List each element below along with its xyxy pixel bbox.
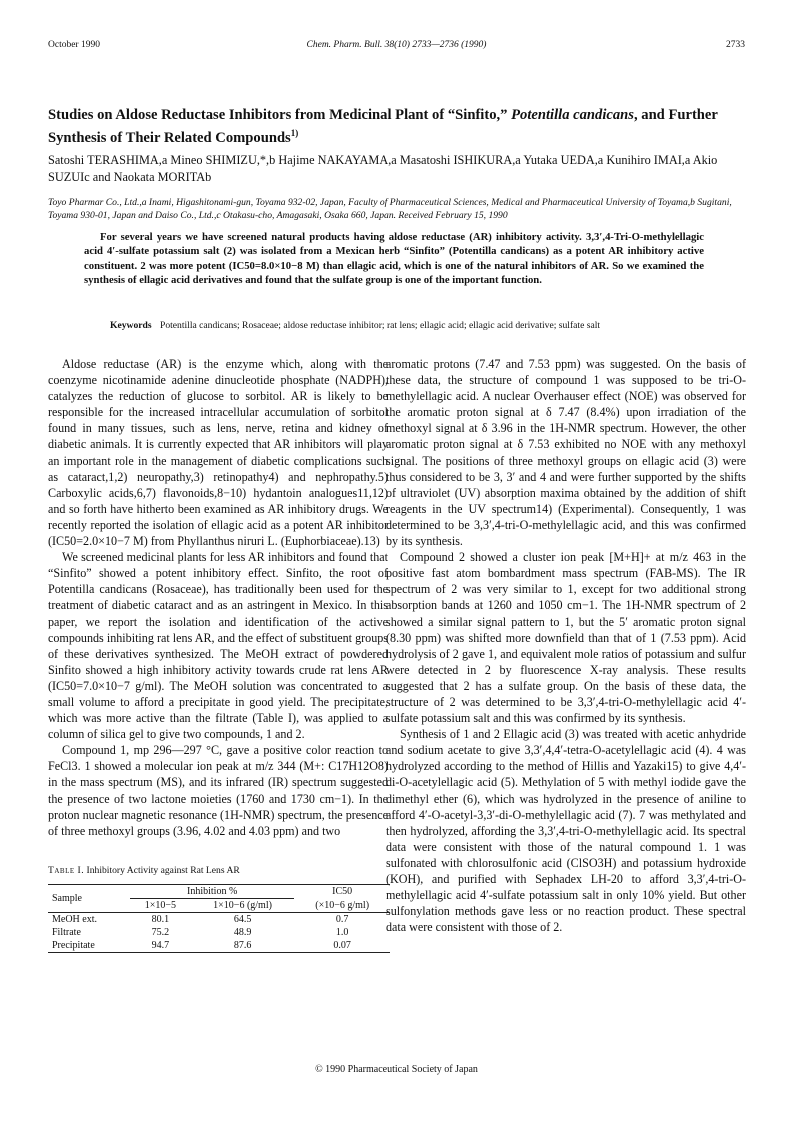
header-conc-1: 1×10−5: [144, 900, 177, 911]
header-ic50: IC50: [332, 886, 353, 898]
table-1: [48, 865, 390, 953]
cell-value: 64.5: [233, 914, 252, 925]
table-label: Table I.: [48, 865, 85, 876]
affiliation: Toyo Pharmar Co., Ltd.,a Inami, Higashitonami-gun, Toyama 932-02, Japan, Faculty of Pharmaceutical Sciences, Medical and Pharmaceutical University of Toyama,b Sugitani, Toyama 930-01, Japan and Daiso Co., Ltd.,c Otakasu-cho, Amagasaki, Osaka 660, Japan. Received February 15, 1990: [48, 197, 732, 221]
table-caption: [48, 865, 390, 876]
paragraph: Synthesis of 1 and 2 Ellagic acid (3) was treated with acetic anhydride and sodium acetate to give 3,3′,4,4′-tetra-O-acetylellagic acid (4). 4 was hydrolyzed according to the method of Hillis and Yazaki15) to give 4,4′-di-O-acetylellagic acid (5). Methylation of 5 with methyl iodide gave the dimethyl ether (6), which was hydrolyzed in the presence of aniline to afford 4′-O-acetyl-3,3′-di-O-methylellagic acid (7). 7 was methylated and then hydrolyzed, affording the 3,3′,4-tri-O-methylellagic acid. Its spectral data were consistent with those of the natural compound 1. 1 was sulfonated with chlorosulfonic acid (ClSO3H) and potassium hydroxide (KOH), and purified with Sephadex LH-20 to afford 3,3′,4-tri-O-methylellagic acid 4′-sulfate potassium salt in only 10% yield. But other sulfonylation methods gave less or no reaction product. These spectral data were consistent with those of 2.: [386, 727, 746, 935]
paragraph: Compound 1, mp 296—297 °C, gave a positive color reaction to FeCl3. 1 showed a molecular ion peak at m/z 344 (M+: C17H12O8) in the mass spectrum (MS), and its infrared (IR) spectrum suggested the presence of two lactone moieties (1760 and 1730 cm−1). In the proton nuclear magnetic resonance (1H-NMR) spectrum, the presence of three methoxyl groups (3.96, 4.02 and 4.03 ppm) and two: [48, 743, 388, 838]
paragraph: We screened medicinal plants for less AR inhibitors and found that “Sinfito” showed a potent inhibitory effect. Sinfito, the root of Potentilla candicans (Rosaceae), has traditionally been used for the treatment of diabetic cataract and as an astringent in Mexico. In this paper, we report the isolation and identification of the active compounds inhibiting rat lens AR, and the effect of substituent groups of these derivatives synthesized. The MeOH extract of powdered Sinfito showed a high inhibitory activity towards crude rat lens AR (IC50=7.0×10−7 g/ml). The MeOH solution was concentrated to a small volume to afford a precipitate in good yield. The precipitate, which was more active than the filtrate (Table I), was applied to a column of silica gel to give two compounds, 1 and 2.: [48, 550, 388, 742]
table-caption-text: Inhibitory Activity against Rat Lens AR: [86, 865, 240, 876]
cell-sample: MeOH ext.: [52, 914, 97, 925]
title-species: Potentilla candicans: [511, 107, 634, 123]
keywords-list: Potentilla candicans; Rosaceae; aldose reductase inhibitor; rat lens; ellagic acid; ellagic acid derivative; sulfate salt: [159, 320, 601, 331]
keywords-label: Keywords: [110, 320, 152, 331]
cell-sample: Precipitate: [52, 940, 95, 951]
title-part-1: Studies on Aldose Reductase Inhibitors from Medicinal Plant of “Sinfito,”: [48, 107, 508, 123]
header-conc-2: 1×10−6 (g/ml): [213, 900, 272, 911]
table-row: [48, 939, 390, 952]
title-footnote-mark: 1): [290, 128, 299, 138]
cell-ic50: 1.0: [335, 927, 349, 938]
cell-value: 94.7: [151, 940, 170, 951]
journal-citation: Chem. Pharm. Bull. 38(10) 2733—2736 (1990): [306, 40, 487, 50]
cell-sample: Filtrate: [52, 927, 81, 938]
table-bottom-rule: [48, 952, 390, 953]
cell-value: 87.6: [233, 940, 252, 951]
issue-date: October 1990: [48, 40, 100, 50]
title-part-2: , and Further Synthesis of Their Related Compounds: [48, 107, 718, 146]
running-header: [48, 40, 745, 54]
header-inhibition: Inhibition %: [130, 885, 294, 899]
header-sample: Sample: [52, 893, 82, 904]
header-ic50-unit: (×10−6 g/ml): [315, 899, 370, 911]
paragraph: Compound 2 showed a cluster ion peak [M+H]+ at m/z 463 in the positive fast atom bombardment mass spectrum (FAB-MS). The IR spectrum of 2 was very similar to 1, except for two additional strong absorption bands at 1260 and 1050 cm−1. The 1H-NMR spectrum of 2 showed a similar signal pattern to 1, but the 5′ aromatic proton signal (8.30 ppm) was shifted more downfield than that of 1 (7.53 ppm). Acid hydrolysis of 2 gave 1, and equivalent mole ratios of potassium and sulfur were detected in 2 by fluorescence X-ray analysis. These results suggested that 2 has a sulfate group. On the basis of these data, the structure of 2 was determined to be 3,3′,4-tri-O-methylellagic acid 4′-sulfate potassium salt and this was confirmed by its synthesis.: [386, 550, 746, 726]
cell-ic50: 0.7: [335, 914, 349, 925]
body-column-left: [48, 356, 388, 839]
table-row: [48, 926, 390, 939]
cell-value: 48.9: [233, 927, 252, 938]
abstract: For several years we have screened natural products having aldose reductase (AR) inhibitory activity. 3,3′,4-Tri-O-methylellagic acid 4′-sulfate potassium salt (2) was isolated from a Mexican herb “Sinfito” (Potentilla candicans) as a potent AR inhibitory active constituent. 2 was more potent (IC50=8.0×10−8 M) than ellagic acid, which is one of the natural inhibitors of AR. So we examined the synthesis of ellagic acid derivatives and found that the sulfate group is one of the important function.: [84, 231, 704, 287]
paragraph: aromatic protons (7.47 and 7.53 ppm) was suggested. On the basis of these data, the structure of compound 1 was supposed to be tri-O-methylellagic acid. A nuclear Overhauser effect (NOE) was observed for the aromatic proton signal at δ 7.47 (8.4%) upon irradiation of the methoxyl signal at δ 3.96 in the 1H-NMR spectrum. However, the other aromatic proton signal at δ 7.53 exhibited no NOE with any methoxyl signal. The positions of three methoxyl groups on ellagic acid (3) were thus considered to be 3, 3′ and 4 and were further supported by the shifts of ultraviolet (UV) absorption maxima obtained by the addition of shift reagents in the UV spectrum14) (Experimental). Consequently, 1 was determined to be 3,3′,4-tri-O-methylellagic acid, and this was confirmed by its synthesis.: [386, 357, 746, 549]
inhibition-table: [48, 885, 390, 952]
cell-ic50: 0.07: [333, 940, 351, 951]
page-number: 2733: [726, 40, 745, 50]
keywords: [110, 320, 753, 331]
body-column-right: [386, 356, 746, 935]
paragraph: Aldose reductase (AR) is the enzyme which, along with the coenzyme nicotinamide adenine dinucleotide phosphate (NADPH), catalyzes the reduction of glucose to sorbitol. AR is likely to be responsible for the increased intracellular accumulation of sorbitol found in many tissues, such as lens, nerve, retina and kidney of diabetic animals. It is currently expected that AR inhibitors will play an important role in the management of diabetic complications such as cataract,1,2) neuropathy,3) retinopathy4) and nephropathy.5) Carboxylic acids,6,7) flavonoids,8−10) hydantoin analogues11,12) and so forth have hitherto been examined as AR inhibitory drugs. We recently reported the isolation of ellagic acid as a potent AR inhibitor (IC50=2.0×10−7 M) from Phyllanthus niruri L. (Euphorbiaceae).13): [48, 357, 388, 549]
table-row: [48, 913, 390, 926]
copyright-footer: © 1990 Pharmaceutical Society of Japan: [315, 1064, 478, 1075]
cell-value: 75.2: [151, 927, 170, 938]
cell-value: 80.1: [151, 914, 170, 925]
article-title: [48, 106, 753, 147]
author-list: Satoshi TERASHIMA,a Mineo SHIMIZU,*,b Hajime NAKAYAMA,a Masatoshi ISHIKURA,a Yutaka UEDA,a Kunihiro IMAI,a Akio SUZUIc and Naokata MORITAb: [48, 153, 718, 184]
